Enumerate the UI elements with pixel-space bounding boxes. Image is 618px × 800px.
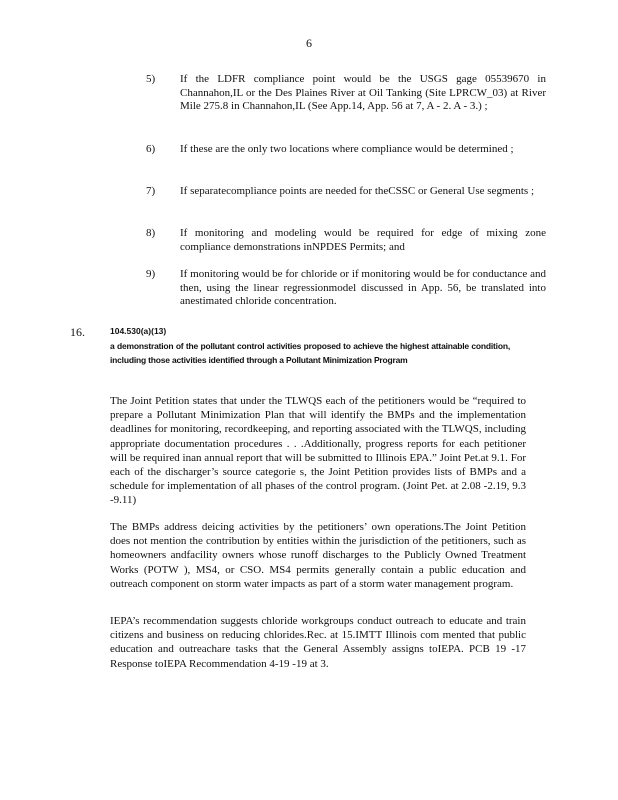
- body-paragraph: IEPA’s recommendation suggests chloride workgroups conduct outreach to educate and train citizens and business on reducing chlorides.Rec. at 15.IMTT Illinois com mented that public education and outreachare tasks that the General Assembly assigns toIEPA. PCB 19 -17 Response toIEPA Recommendation 4-19 -19 at 3.: [110, 615, 526, 670]
- list-item-text: If monitoring would be for chloride or if monitoring would be for conductance and then, using the linear regressionmodel discussed in App. 56, be translated into anestimated chloride concentration.: [180, 268, 546, 307]
- list-item-text: If these are the only two locations where compliance would be determined ;: [180, 143, 514, 155]
- list-item-text: If separatecompliance points are needed for theCSSC or General Use segments ;: [180, 185, 535, 197]
- list-item-number: 9): [146, 268, 156, 280]
- list-item-number: 8): [146, 227, 156, 239]
- section-citation: 104.530(a)(13): [110, 326, 167, 336]
- page-number: 6: [306, 36, 312, 50]
- body-paragraph: The BMPs address deicing activities by the petitioners’ own operations.The Joint Petition does not mention the contribution by entities within the jurisdiction of the petitioners, such as homeowners andfacility owners whose runoff discharges to the Publicly Owned Treatment Works (POTW ), MS4, or CSO. MS4 permits generally contain a public education and outreach component on storm water impacts as part of a storm water management program.: [110, 521, 526, 590]
- list-item-text: If monitoring and modeling would be required for edge of mixing zone compliance demonstrations inNPDES Permits; and: [180, 227, 546, 253]
- list-item-number: 6): [146, 143, 156, 155]
- section-heading: a demonstration of the pollutant control activities proposed to achieve the highest attainable condition, including those activities identified through a Pollutant Minimization Program: [110, 341, 510, 365]
- list-item-number: 5): [146, 73, 156, 85]
- list-item-number: 7): [146, 185, 156, 197]
- body-paragraph: The Joint Petition states that under the TLWQS each of the petitioners would be “required to prepare a Pollutant Minimization Plan that will identify the BMPs and the implementation deadlines for monitoring, recordkeeping, and reporting associated with the TLWQS, including appropriate documentation procedures . . .Additionally, progress reports for each petitioner will be required inan annual report that will be submitted to Illinois EPA.” Joint Pet.at 9.1. For each of the discharger’s source categorie s, the Joint Petition provides lists of BMPs and a schedule for implementation of all phases of the control program. (Joint Pet. at 2.08 -2.19, 9.3 -9.11): [110, 395, 526, 507]
- list-item-text: If the LDFR compliance point would be the USGS gage 05539670 in Channahon,IL or the Des Plaines River at Oil Tanking (Site LPRCW_03) at River Mile 275.8 in Channahon,IL (See App.14, App. 56 at 7, A - 2. A - 3.) ;: [180, 73, 546, 112]
- section-number: 16.: [70, 325, 85, 339]
